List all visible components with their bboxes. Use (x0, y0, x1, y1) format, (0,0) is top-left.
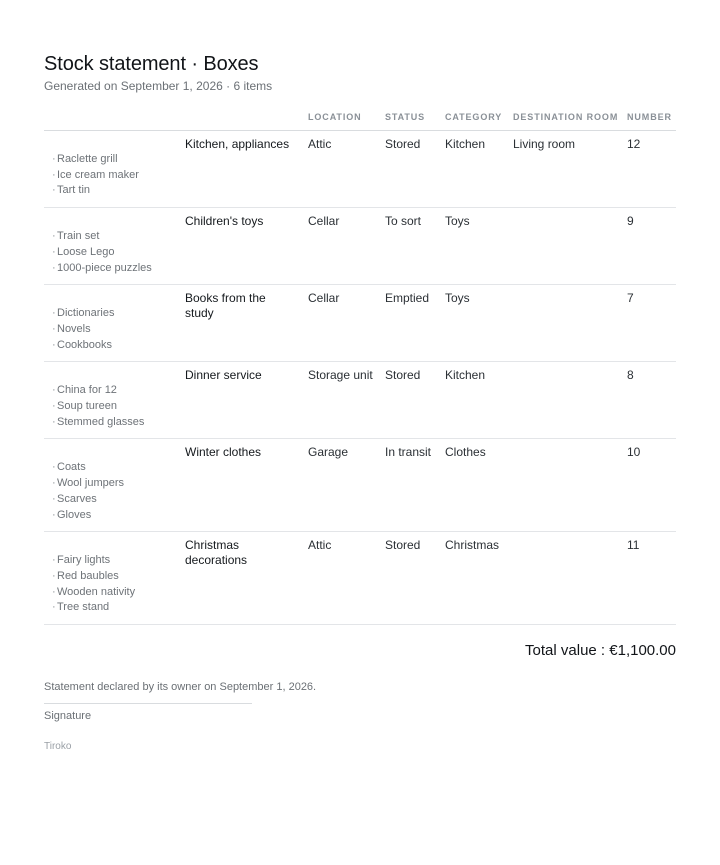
list-item: · 1000-piece puzzles (57, 261, 185, 277)
table-header-row (44, 111, 676, 131)
box-name: Christmas decorations (185, 532, 308, 625)
category-cell: Kitchen (445, 362, 513, 439)
list-item: · China for 12 (57, 383, 185, 399)
box-contents-list (44, 532, 185, 624)
list-item: · Raclette grill (57, 152, 185, 168)
boxes-table (44, 111, 676, 625)
number-cell: 7 (627, 285, 676, 362)
list-item: · Loose Lego (57, 245, 185, 261)
box-contents-cell (44, 131, 185, 208)
list-item: · Red baubles (57, 569, 185, 585)
stock-statement-document (44, 52, 676, 753)
location-cell: Cellar (308, 285, 385, 362)
box-name: Dinner service (185, 362, 308, 439)
table-row (44, 131, 676, 208)
location-cell: Storage unit (308, 362, 385, 439)
list-item: · Train set (57, 229, 185, 245)
location-cell: Attic (308, 532, 385, 625)
status-column-header: STATUS (385, 111, 445, 131)
location-cell: Garage (308, 439, 385, 532)
list-item: · Novels (57, 322, 185, 338)
list-item: · Wooden nativity (57, 585, 185, 601)
table-row (44, 285, 676, 362)
box-name: Kitchen, appliances (185, 131, 308, 208)
status-cell: To sort (385, 208, 445, 285)
list-item: · Wool jumpers (57, 476, 185, 492)
destination-cell (513, 208, 627, 285)
box-contents-cell (44, 439, 185, 532)
box-contents-cell (44, 532, 185, 625)
list-item: · Ice cream maker (57, 168, 185, 184)
list-item: · Tree stand (57, 600, 185, 616)
list-item: · Cookbooks (57, 338, 185, 354)
page-title: Stock statement · Boxes (44, 53, 259, 75)
number-cell: 8 (627, 362, 676, 439)
box-contents-cell (44, 208, 185, 285)
box-name-column-header (185, 111, 308, 131)
signature-label: Signature (44, 710, 92, 723)
table-row (44, 208, 676, 285)
status-cell: Stored (385, 532, 445, 625)
category-column-header: CATEGORY (445, 111, 513, 131)
list-item: · Soup tureen (57, 399, 185, 415)
list-item: · Coats (57, 460, 185, 476)
number-cell: 12 (627, 131, 676, 208)
page-subtitle: Generated on September 1, 2026 · 6 items (44, 79, 273, 93)
items-column-header (44, 111, 185, 131)
list-item: · Gloves (57, 508, 185, 524)
number-column-header: NUMBER (627, 111, 676, 131)
brand-name: Tiroko (44, 741, 72, 753)
status-cell: In transit (385, 439, 445, 532)
destination-cell (513, 439, 627, 532)
declaration-text: Statement declared by its owner on September 1, 2026. (44, 681, 317, 694)
destination-cell (513, 285, 627, 362)
destination-cell (513, 362, 627, 439)
location-cell: Attic (308, 131, 385, 208)
list-item: · Stemmed glasses (57, 415, 185, 431)
destination-column-header: DESTINATION ROOM (513, 111, 627, 131)
list-item: · Tart tin (57, 183, 185, 199)
table-row (44, 362, 676, 439)
status-cell: Stored (385, 131, 445, 208)
destination-cell (513, 532, 627, 625)
number-cell: 10 (627, 439, 676, 532)
category-cell: Toys (445, 208, 513, 285)
list-item: · Fairy lights (57, 553, 185, 569)
location-cell: Cellar (308, 208, 385, 285)
box-name: Winter clothes (185, 439, 308, 532)
destination-cell: Living room (513, 131, 627, 208)
box-contents-list (44, 131, 185, 207)
list-item: · Scarves (57, 492, 185, 508)
box-contents-cell (44, 362, 185, 439)
box-contents-list (44, 362, 185, 438)
signature-line (44, 703, 252, 704)
box-contents-cell (44, 285, 185, 362)
total-value: Total value : €1,100.00 (525, 642, 676, 660)
category-cell: Toys (445, 285, 513, 362)
status-cell: Stored (385, 362, 445, 439)
table-row (44, 439, 676, 532)
box-contents-list (44, 285, 185, 361)
list-item: · Dictionaries (57, 306, 185, 322)
box-name: Children's toys (185, 208, 308, 285)
box-contents-list (44, 208, 185, 284)
box-contents-list (44, 439, 185, 531)
number-cell: 11 (627, 532, 676, 625)
table-body (44, 131, 676, 625)
category-cell: Kitchen (445, 131, 513, 208)
status-cell: Emptied (385, 285, 445, 362)
table-row (44, 532, 676, 625)
category-cell: Clothes (445, 439, 513, 532)
location-column-header: LOCATION (308, 111, 385, 131)
box-name: Books from the study (185, 285, 308, 362)
category-cell: Christmas (445, 532, 513, 625)
number-cell: 9 (627, 208, 676, 285)
